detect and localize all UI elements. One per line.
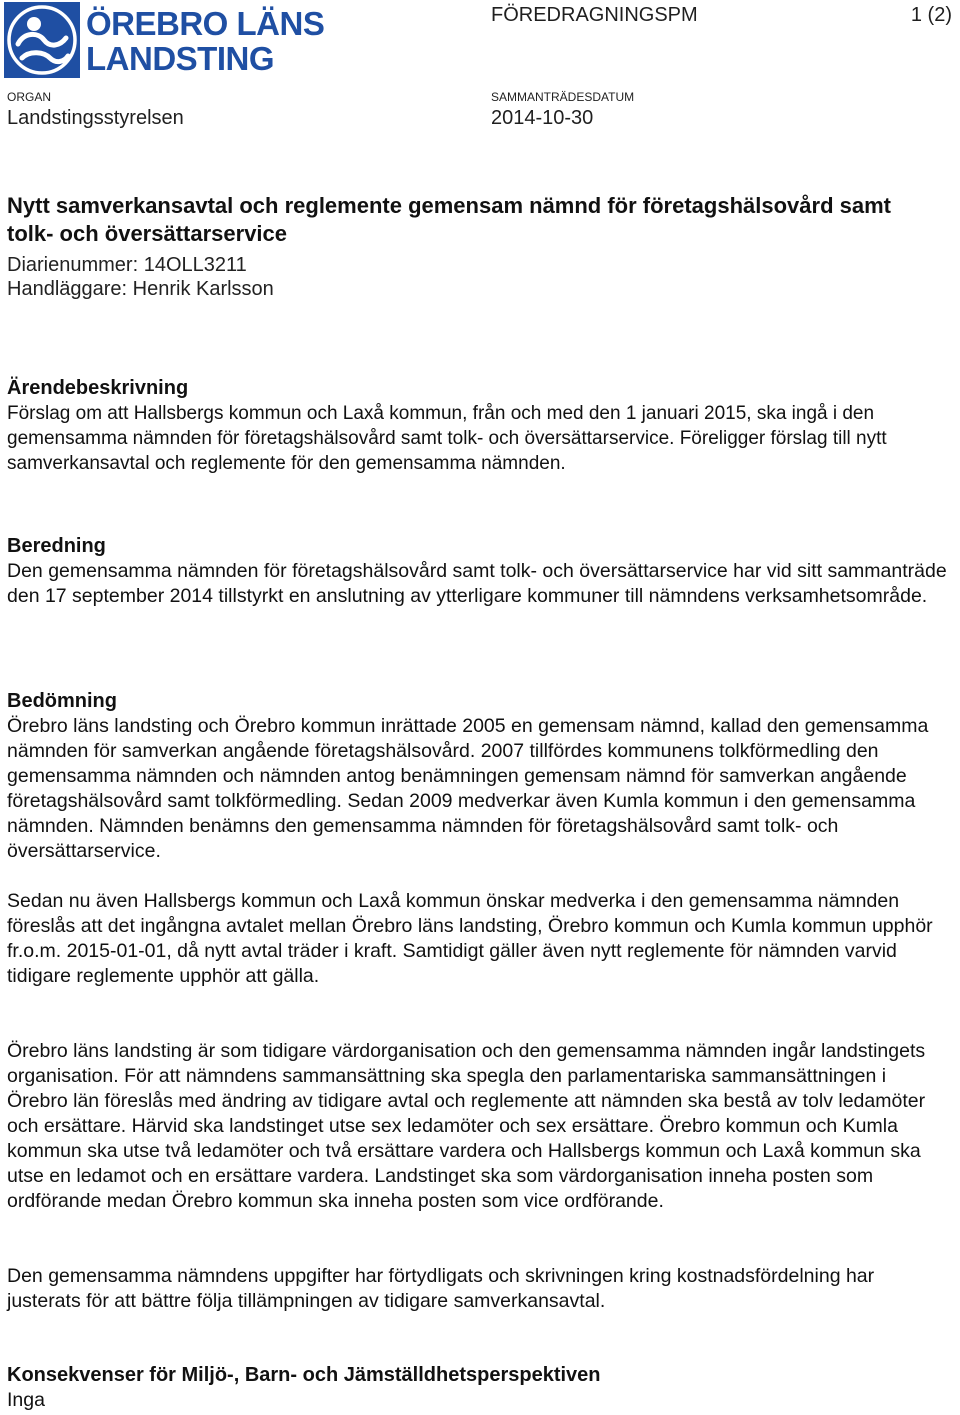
page-number: 1 (2) [910,4,952,26]
section-heading: Beredning [7,535,106,557]
section-bedomning-paragraph-4 [7,1264,947,1314]
diarienummer: Diarienummer: 14OLL3211 [7,254,247,276]
section-bedomning-paragraph-2 [7,889,947,989]
section-paragraph: Inga [7,1389,45,1411]
organ-label: ORGAN [7,90,52,104]
section-paragraph: Förslag om att Hallsbergs kommun och Laxå kommun, från och med den 1 januari 2015, ska ingå i den gemensamma nämnden för företagshälsovård samt tolk- och översättarservice. Föreligger förslag till nytt samverkansavtal och reglemente för den gemensamma nämnden. [7,403,887,474]
section-heading: Konsekvenser för Miljö-, Barn- och Jämställdhetsperspektiven [7,1364,601,1386]
handlaggare: Handläggare: Henrik Karlsson [7,278,274,300]
document-type: FÖREDRAGNINGSPM [491,4,698,26]
section-paragraph: Den gemensamma nämndens uppgifter har förtydligats och skrivningen kring kostnadsfördelning har justerats för att bättre följa tillämpningen av tidigare samverkansavtal. [7,1265,875,1312]
section-heading: Ärendebeskrivning [7,377,189,399]
logo-line-2: LANDSTING [86,40,274,77]
document-title: Nytt samverkansavtal och reglemente gemensam nämnd för företagshälsovård samt tolk- och översättarservice [7,193,891,246]
section-arendebeskrivning [7,375,947,476]
section-paragraph: Örebro läns landsting och Örebro kommun inrättade 2005 en gemensam nämnd, kallad den gemensamma nämnden för samverkan angående företagshälsovård. 2007 tillfördes kommunens tolkförmedling den gemensamma nämnden och nämnden antog benämningen gemensam nämnd för samverkan angående företagshälsovård samt tolkförmedling. Sedan 2009 medverkar även Kumla kommun i den gemensamma nämnden. Nämnden benämns den gemensamma nämnden för företagshälsovård samt tolk- och översättarservice. [7,715,929,862]
section-paragraph: Örebro läns landsting är som tidigare värdorganisation och den gemensamma nämnden ingår landstingets organisation. För att nämndens sammansättning ska spegla den parlamentariska sammansättningen i Örebro län föreslås med ändring av tidigare avtal och reglemente att nämnden ska bestå av tolv ledamöter och ersättare. Härvid ska landstinget utse sex ledamöter och sex ersättare. Örebro kommun och Kumla kommun ska utse två ledamöter och två ersättare vardera och Hallsbergs kommun och Laxå kommun ska utse en ledamot och en ersättare vardera. Landstinget ska som värdorganisation inneha posten som ordförande medan Örebro kommun ska inneha posten som vice ordförande. [7,1040,926,1212]
section-paragraph: Den gemensamma nämnden för företagshälsovård samt tolk- och översättarservice har vid sitt sammanträde den 17 september 2014 tillstyrkt en anslutning av ytterligare kommuner till nämndens verksamhetsområde. [7,560,947,607]
section-beredning [7,533,947,609]
meeting-date-label: SAMMANTRÄDESDATUM [491,90,635,104]
organ-value: Landstingsstyrelsen [7,107,184,129]
logo-line-1: ÖREBRO LÄNS [86,5,325,42]
section-bedomning-paragraph-3 [7,1039,947,1214]
meeting-date-value: 2014-10-30 [491,107,594,129]
section-bedomning [7,688,947,864]
section-heading: Bedömning [7,690,117,712]
section-paragraph: Sedan nu även Hallsbergs kommun och Laxå kommun önskar medverka i den gemensamma nämnden föreslås att det ingångna avtalet mellan Örebro läns landsting, Örebro kommun och Kumla kommun upphör fr.o.m. 2015-01-01, då nytt avtal träder i kraft. Samtidigt gäller även nytt reglemente för nämnden varvid tidigare reglemente upphör att gälla. [7,890,933,987]
logo-wordmark [86,5,325,77]
landsting-logo-icon [4,2,80,78]
section-konsekvenser [7,1362,947,1413]
